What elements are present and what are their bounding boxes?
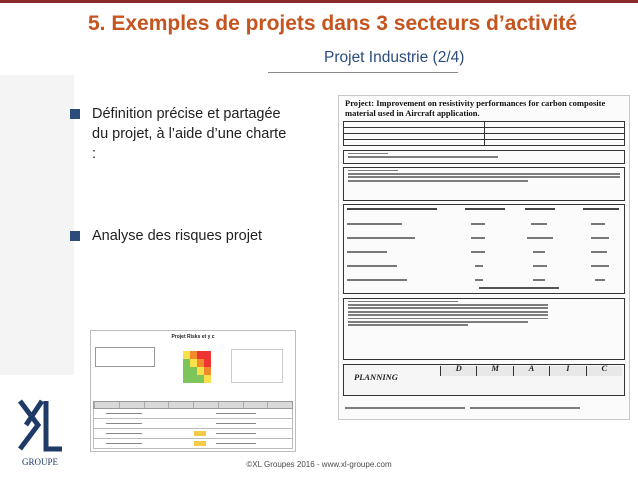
slide-title: 5. Exemples de projets dans 3 secteurs d’activité xyxy=(88,12,578,35)
bullet-square-icon xyxy=(70,109,80,119)
charter-financial-section xyxy=(343,298,625,360)
bullet-text: Définition précise et partagée du projet, à l’aide d’une charte : xyxy=(92,106,287,162)
risk-sheet-info-box xyxy=(95,347,155,367)
risk-table-header xyxy=(93,401,293,409)
project-charter-document xyxy=(338,95,630,420)
charter-header-grid xyxy=(343,121,625,146)
risk-table-row xyxy=(93,439,293,449)
risk-table-row xyxy=(93,409,293,419)
charter-title: Project: Improvement on resistivity performances for carbon composite material used in Aircraft application. xyxy=(345,98,606,118)
risk-table-row xyxy=(93,419,293,429)
logo-wordmark: GROUPE xyxy=(21,457,59,467)
bullet-item xyxy=(92,104,292,164)
bullet-text: Analyse des risques projet xyxy=(92,228,263,244)
slide-subtitle: Projet Industrie (2/4) xyxy=(324,49,465,66)
bullet-square-icon xyxy=(70,231,80,241)
charter-metrics-table xyxy=(343,204,625,294)
bullet-item xyxy=(92,226,292,246)
charter-planning-row xyxy=(343,364,625,396)
phase-letter: D xyxy=(440,366,476,376)
left-side-panel xyxy=(0,75,74,375)
charter-description-section xyxy=(343,167,625,201)
risk-analysis-sheet xyxy=(90,330,296,452)
top-rule xyxy=(0,0,638,3)
risk-sheet-legend-box xyxy=(231,349,283,383)
dmaic-phases xyxy=(440,363,622,376)
risk-table-row xyxy=(93,429,293,439)
risk-sheet-title: Projet Risks et y c xyxy=(171,334,215,340)
xl-groupe-logo xyxy=(16,395,64,470)
phase-letter: M xyxy=(476,366,512,376)
phase-letter: A xyxy=(513,366,549,376)
charter-signatures xyxy=(343,404,625,414)
phase-letter: C xyxy=(586,366,622,376)
charter-team-section xyxy=(343,150,625,164)
subtitle-underline xyxy=(268,72,458,73)
footer-copyright: ©XL Groupes 2016 - www.xl-groupe.com xyxy=(246,460,392,469)
planning-label: PLANNING xyxy=(354,372,398,382)
risk-heatmap xyxy=(183,351,211,383)
phase-letter: I xyxy=(549,366,585,376)
